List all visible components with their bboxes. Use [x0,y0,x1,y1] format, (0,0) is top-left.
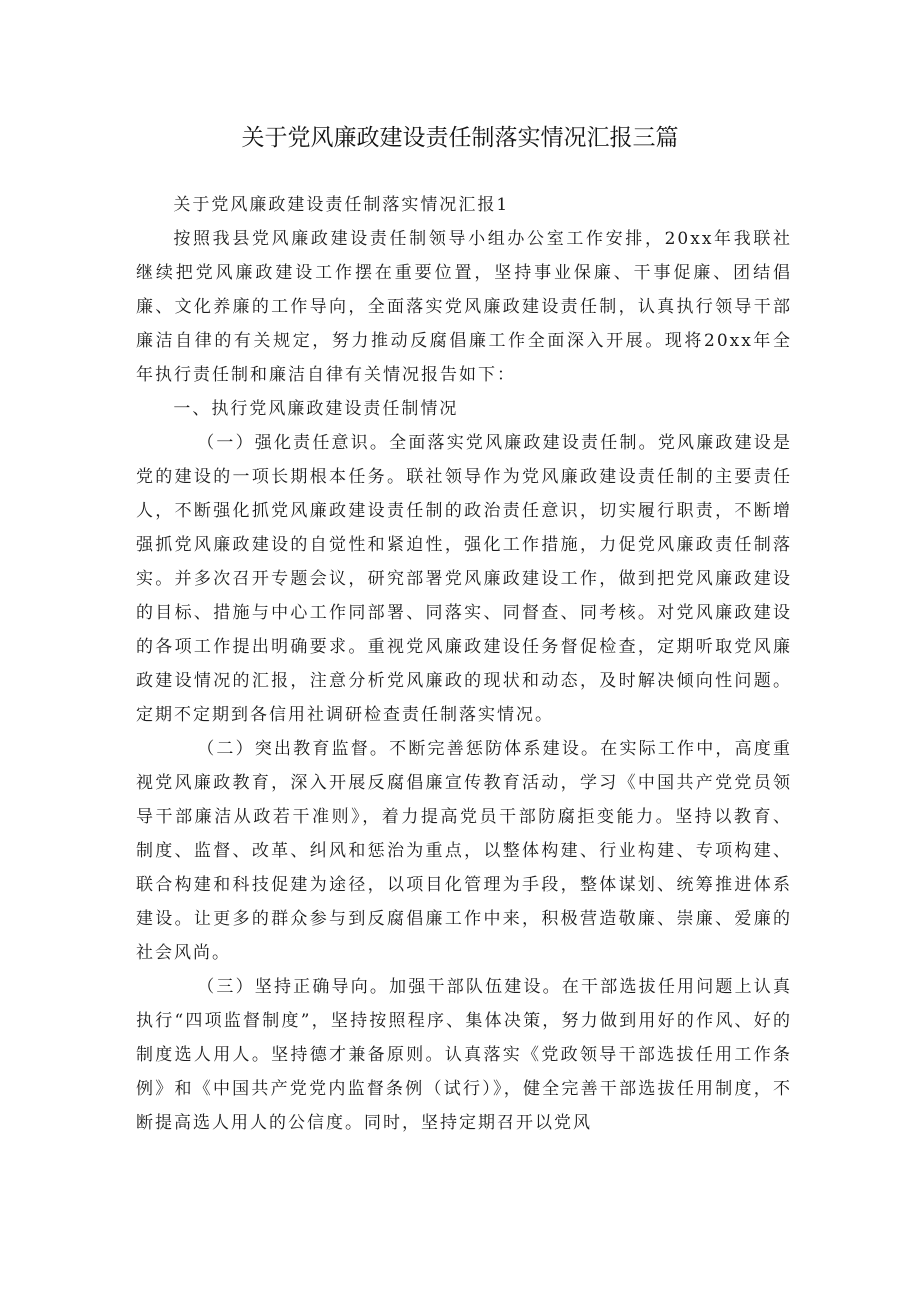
paragraph-guidance: （三）坚持正确导向。加强干部队伍建设。在干部选拔任用问题上认真执行“四项监督制度”，坚持按照程序、集体决策，努力做到用好的作风、好的制度选人用人。坚持德才兼备原则。认真落实《党政领导干部选拔任用工作条例》和《中国共产党党内监督条例（试行）》，健全完善干部选拔任用制度，不断提高选人用人的公信度。同时，坚持定期召开以党风 [136,977,792,1133]
intro-paragraph: 按照我县党风廉政建设责任制领导小组办公室工作安排，20xx年我联社继续把党风廉政建设工作摆在重要位置，坚持事业保廉、干事促廉、团结倡廉、文化养廉的工作导向，全面落实党风廉政建设责任制，认真执行领导干部廉洁自律的有关规定，努力推动反腐倡廉工作全面深入开展。现将20xx年全年执行责任制和廉洁自律有关情况报告如下： [136,229,792,385]
document-body [136,188,792,1140]
section-heading: 一、执行党风廉政建设责任制情况 [173,399,459,419]
document-title: 关于党风廉政建设责任制落实情况汇报三篇 [241,125,679,151]
paragraph-responsibility: （一）强化责任意识。全面落实党风廉政建设责任制。党风廉政建设是党的建设的一项长期根本任务。联社领导作为党风廉政建设责任制的主要责任人，不断强化抓党风廉政建设责任制的政治责任意识，切实履行职责，不断增强抓党风廉政建设的自觉性和紧迫性，强化工作措施，力促党风廉政责任制落实。并多次召开专题会议，研究部署党风廉政建设工作，做到把党风廉政建设的目标、措施与中心工作同部署、同落实、同督查、同考核。对党风廉政建设的各项工作提出明确要求。重视党风廉政建设任务督促检查，定期听取党风廉政建设情况的汇报，注意分析党风廉政的现状和动态，及时解决倾向性问题。定期不定期到各信用社调研检查责任制落实情况。 [136,433,792,725]
report-subtitle: 关于党风廉政建设责任制落实情况汇报1 [173,195,510,215]
paragraph-education: （二）突出教育监督。不断完善惩防体系建设。在实际工作中，高度重视党风廉政教育，深入开展反腐倡廉宣传教育活动，学习《中国共产党党员领导干部廉洁从政若干准则》，着力提高党员干部防腐拒变能力。坚持以教育、制度、监督、改革、纠风和惩治为重点，以整体构建、行业构建、专项构建、联合构建和科技促建为途径，以项目化管理为手段，整体谋划、统筹推进体系建设。让更多的群众参与到反腐倡廉工作中来，积极营造敬廉、崇廉、爱廉的社会风尚。 [136,739,792,963]
